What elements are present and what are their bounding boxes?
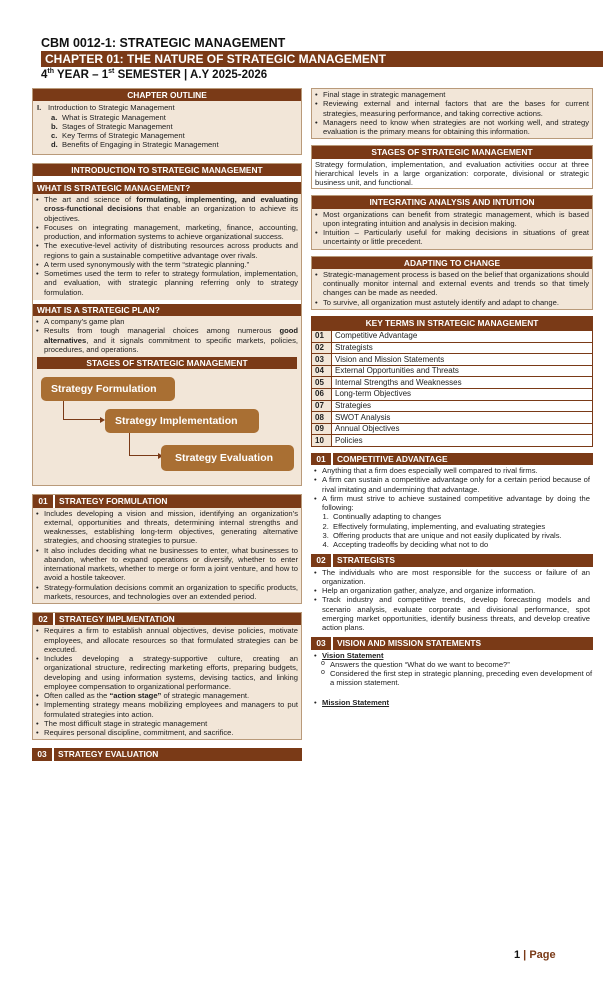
arrow-icon — [129, 433, 159, 456]
page-footer: 1 | Page — [514, 949, 556, 961]
table-row: 05 Internal Strengths and Weaknesses — [312, 377, 593, 389]
competitive-bullet: • A firm can sustain a competitive advantage only for a certain period because of rival imitating and undermining that advantage. — [314, 475, 590, 494]
implementation-bullet: • The most difficult stage in strategic management — [36, 719, 298, 728]
arrow-icon — [63, 401, 101, 420]
integrating-title: INTEGRATING ANALYSIS AND INTUITION — [312, 196, 592, 208]
outline-item: Stages of Strategic Management — [62, 121, 173, 131]
evaluation-bullet: • Managers need to know when strategies are not working well, and strategy evaluation is the primary means for obtaining this information. — [315, 118, 589, 137]
plan-title: WHAT IS A STRATEGIC PLAN? — [33, 304, 301, 316]
evaluation-num: 03 — [32, 748, 54, 760]
outline-main: Introduction to Strategic Management — [48, 103, 175, 113]
implementation-bullet: • Often called as the “action stage” of strategic management. — [36, 691, 298, 700]
competitive-step: 2. Effectively formulating, implementing, and evaluating strategies — [331, 522, 593, 531]
outline-label: d. — [51, 140, 58, 150]
implementation-title: STRATEGY IMPLMENTATION — [59, 614, 175, 624]
plan-bullet: • A company’s game plan — [36, 317, 298, 326]
outline-item: What is Strategic Management — [62, 112, 166, 122]
competitive-bullet: • Anything that a firm does especially well compared to rival firms. — [314, 466, 590, 475]
strategists-num: 02 — [311, 554, 333, 566]
plan-bullet: • Results from tough managerial choices among numerous good alternatives, and it signals commitment to specific markets, policies, procedures, and operations. — [36, 326, 298, 354]
evaluation-title: STRATEGY EVALUATION — [58, 749, 159, 760]
formulation-bullet: • It also includes deciding what ne businesses to enter, what businesses to abandon, whether to expand operations or diversify, whether to enter international markets, whether to merge or form a joint venture, and how to avoid a hostile takeover. — [36, 546, 298, 583]
implementation-section — [32, 612, 302, 740]
outline-label: b. — [51, 121, 58, 131]
stages-title: STAGES OF STRATEGIC MANAGEMENT — [37, 357, 297, 369]
table-row: 06 Long-term Objectives — [312, 388, 593, 400]
formulation-section — [32, 494, 302, 604]
competitive-title: COMPETITIVE ADVANTAGE — [337, 453, 448, 464]
evaluation-header — [32, 748, 302, 760]
intro-section — [32, 163, 302, 487]
adapting-bullet: • Strategic-management process is based on the belief that organizations should continually monitor internal and external events and trends so that timely changes can be made as needed. — [315, 270, 589, 298]
table-row: 09 Annual Objectives — [312, 423, 593, 435]
table-row: 08 SWOT Analysis — [312, 412, 593, 424]
year-semester: 4th YEAR – 1st SEMESTER | A.Y 2025-2026 — [41, 68, 268, 81]
stage-implementation: Strategy Implementation — [105, 409, 259, 433]
table-row: 04 External Opportunities and Threats — [312, 365, 593, 377]
competitive-step: 3. Offering products that are unique and not easily duplicated by rivals. — [331, 531, 593, 540]
evaluation-bullet: • Final stage in strategic management — [315, 90, 589, 99]
outline-item: Key Terms of Strategic Management — [62, 131, 185, 140]
stages-levels-section — [311, 145, 593, 189]
course-title: CBM 0012-1: STRATEGIC MANAGEMENT — [41, 36, 286, 50]
mission-statement-label: • Mission Statement — [314, 698, 590, 707]
intro-bullet: • The executive-level activity of distributing resources across products and regions to gain a sustainable competitive advantage over rivals. — [36, 241, 298, 260]
formulation-bullet: • Includes developing a vision and mission, identifying an organization’s external, opportunities and threats, determining internal strengths and weaknesses, establishing long-term objectives, generating alternative strategies, and choosing strategies to pursue. — [36, 509, 298, 546]
intro-bullet: • Sometimes used the term to refer to strategy formulation, implementation, and evaluation, with strategic planning referring only to strategy formulation. — [36, 269, 298, 297]
evaluation-bullet: • Reviewing external and internal factors that are the bases for current strategies, measuring performance, and taking corrective actions. — [315, 99, 589, 118]
formulation-bullet: • Strategy-formulation decisions commit an organization to specific products, markets, resources, and technologies over an extended period. — [36, 583, 298, 602]
outline-label: a. — [51, 112, 58, 122]
adapting-title: ADAPTING TO CHANGE — [312, 257, 592, 269]
vision-num: 03 — [311, 637, 333, 649]
intro-title: INTRODUCTION TO STRATEGIC MANAGEMENT — [33, 164, 301, 176]
key-terms — [311, 316, 593, 447]
chapter-title: CHAPTER 01: THE NATURE OF STRATEGIC MANAGEMENT — [41, 51, 603, 67]
strategists-bullet: • Help an organization gather, analyze, and organize information. — [314, 586, 590, 595]
adapting-bullet: • To survive, all organization must astutely identify and adapt to change. — [315, 298, 589, 307]
stages-levels-text: Strategy formulation, implementation, and evaluation activities occur at three hierarchical levels in a large organization: corporate, divisional or strategic business unit, and functional. — [312, 159, 592, 189]
evaluation-continued — [311, 88, 593, 139]
chapter-outline — [32, 88, 302, 155]
implementation-num: 02 — [33, 613, 55, 625]
stage-formulation: Strategy Formulation — [41, 377, 175, 401]
table-row: 02 Strategists — [312, 342, 593, 354]
integrating-bullet: • Intuition – Particularly useful for making decisions in situations of great uncertainty or little precedent. — [315, 228, 589, 247]
table-row: 03 Vision and Mission Statements — [312, 354, 593, 366]
strategists-title: STRATEGISTS — [337, 555, 396, 566]
right-column — [311, 88, 593, 707]
intro-definition: • The art and science of formulating, implementing, and evaluating cross-functional decisions that enable an organization to achieve its objectives. — [36, 195, 298, 223]
vision-section — [311, 637, 593, 707]
what-is-title: WHAT IS STRATEGIC MANAGEMENT? — [33, 182, 301, 194]
vision-item: o Answers the question “What do we want to become?” — [321, 660, 593, 669]
implementation-bullet: • Requires personal discipline, commitment, and sacrifice. — [36, 728, 298, 737]
integrating-bullet: • Most organizations can benefit from strategic management, which is based upon integrating intuition and analysis in decision making. — [315, 210, 589, 229]
formulation-num: 01 — [33, 495, 55, 507]
integrating-section — [311, 195, 593, 249]
formulation-title: STRATEGY FORMULATION — [59, 496, 168, 507]
outline-label: c. — [51, 131, 58, 140]
vision-title: VISION AND MISSION STATEMENTS — [337, 638, 482, 649]
outline-main-label: I. — [37, 103, 42, 113]
strategists-section — [311, 554, 593, 632]
strategists-bullet: • The individuals who are most responsible for the success or failure of an organization. — [314, 568, 590, 587]
competitive-step: 4. Accepting tradeoffs by deciding what not to do — [331, 540, 593, 549]
strategists-bullet: • Track industry and competitive trends, develop forecasting models and scenario analysis, evaluate corporate and divisional performance, spot emerging market opportunities, identify business threats, and develop creative action plans. — [314, 595, 590, 632]
table-row: 10 Policies — [312, 435, 593, 447]
stages-diagram — [33, 369, 301, 485]
table-row: 07 Strategies — [312, 400, 593, 412]
stage-evaluation: Strategy Evaluation — [161, 445, 294, 471]
vision-statement-label: • Vision Statement — [314, 651, 590, 660]
outline-item: Benefits of Engaging in Strategic Management — [62, 140, 219, 150]
competitive-num: 01 — [311, 453, 333, 465]
table-row: 01 Competitive Advantage — [312, 331, 593, 343]
implementation-bullet: • Requires a firm to establish annual objectives, devise policies, motivate employees, and allocate resources so that formulated strategies can be executed. — [36, 626, 298, 654]
implementation-bullet: • Implementing strategy means mobilizing employees and managers to put formulated strategies into action. — [36, 700, 298, 719]
stages-levels-title: STAGES OF STRATEGIC MANAGEMENT — [312, 146, 592, 158]
left-column — [32, 88, 302, 761]
adapting-section — [311, 256, 593, 310]
vision-item: o Considered the first step in strategic planning, preceding even development of a mission statement. — [321, 669, 593, 688]
competitive-step: 1. Continually adapting to changes — [331, 512, 593, 521]
intro-bullet: • Focuses on integrating management, marketing, finance, accounting, production, and information systems to achieve organizational success. — [36, 223, 298, 242]
competitive-section — [311, 453, 593, 550]
chapter-outline-title: CHAPTER OUTLINE — [33, 89, 301, 101]
intro-bullet: • A term used synonymously with the term “strategic planning.” — [36, 260, 298, 269]
implementation-bullet: • Includes developing a strategy-supportive culture, creating an organizational structure, redirecting marketing efforts, preparing budgets, developing and using information systems, devising tactics, and linking employee compensation to organizational performance. — [36, 654, 298, 691]
key-terms-title: KEY TERMS IN STRATEGIC MANAGEMENT — [311, 316, 593, 330]
key-terms-table — [311, 330, 593, 447]
competitive-bullet: • A firm must strive to achieve sustained competitive advantage by doing the following: — [314, 494, 590, 513]
